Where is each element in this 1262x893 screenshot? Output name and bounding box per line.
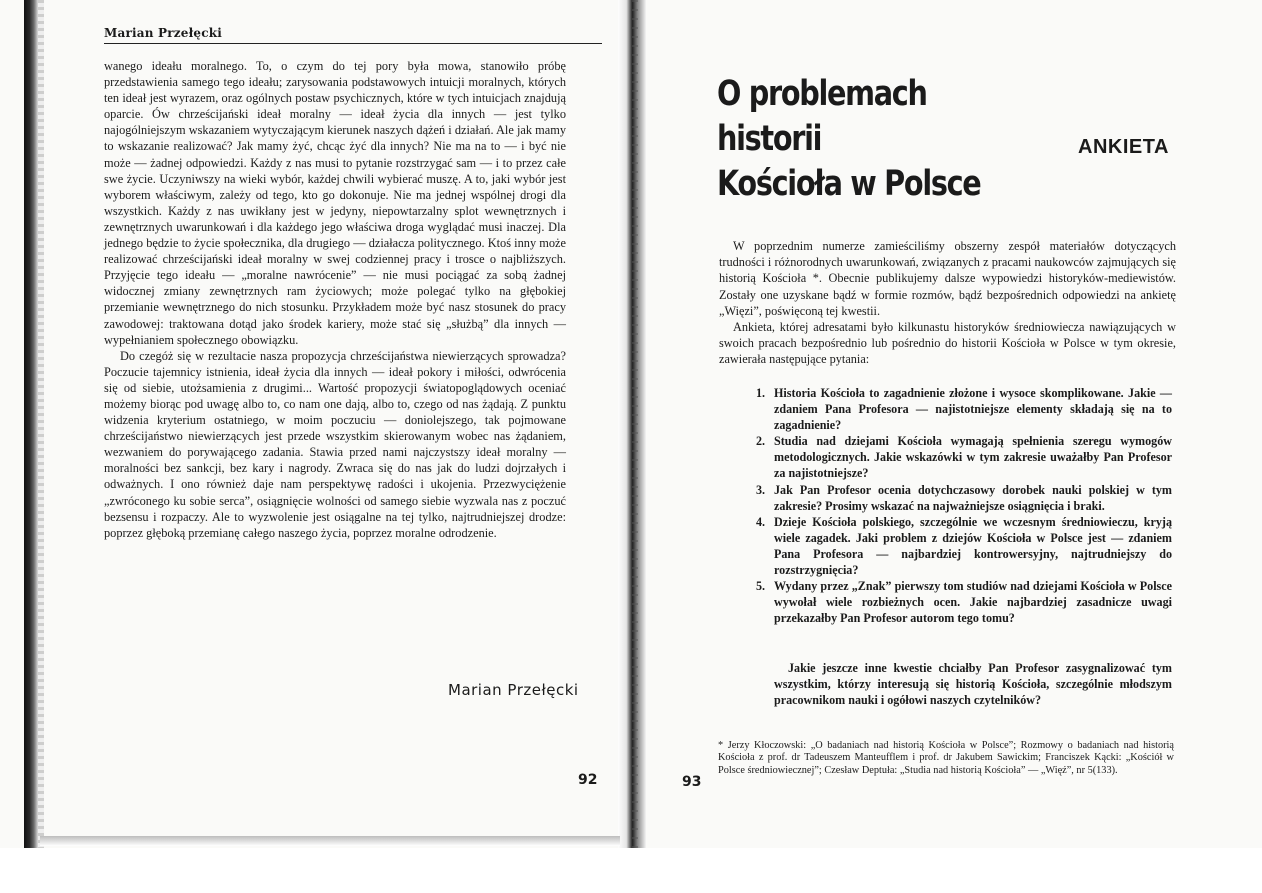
question-number: 5. [756,579,766,594]
body-paragraph: wanego ideału moralnego. To, o czym do tej pory była mowa, stanowiło próbę przedstawienia samego tego ideału; zarysowania podstawowych intuicji moralnych, których ten ideał jest wyrazem, oraz ogólnych postaw psychicznych, które w tych intuicjach znajdują oparcie. Ów chrześcijański ideał moralny — ideał życia dla innych — jest tylko najogólniejszym wskazaniem wytyczającym kierunek naszych dążeń i działań. Ale jak mamy to wskazanie realizować? Jak mamy żyć, chcąc żyć dla innych? Nie ma na to — i być nie może — żadnej odpowiedzi. Każdy z nas musi to pytanie rozstrzygać sam — i to przez całe swe życie. Uczyniwszy na wieki wybór, każdej chwili wybierać muszę. A to, jaki wybór jest wyborem właściwym, zależy od tego, kto go dokonuje. Nie ma jednej wspólnej drogi dla wszystkich. Każdy z nas uwikłany jest w jedyny, niepowtarzalny splot wewnętrznych i zewnętrznych uwarunkowań i dla każdego jego właściwa droga wyglądać musi inaczej. Dla jednego będzie to życie społecznika, dla drugiego — działacza politycznego. Ktoś inny może realizować chrześcijański ideał moralny w swej codziennej pracy i trosce o najbliższych. Przyjęcie tego ideału — „moralne nawrócenie” — nie musi pociągać za sobą żadnej widocznej zmiany zewnętrznych ram życiowych; może polegać tylko na głębokiej przemianie wewnętrznego do nich stosunku. Przykładem może być nasz stosunek do pracy zawodowej: traktowana dotąd jako środek kariery, może stać się „służbą” dla innych — wypełnianiem społecznego obowiązku. [104,59,566,347]
body-paragraph: Do czegóż się w rezultacie nasza propozycja chrześcijaństwa niewierzących sprowadza? Poczucie tajemnicy istnienia, ideał życia dla innych — ideał pokory i miłości, odwrócenia się od siebie, utożsamienia z drugimi... Wartość propozycji światopoglądowych oceniać możemy biorąc pod uwagę albo to, co nam one dają, albo to, czego od nas żądają. Z punktu widzenia kryterium ostatniego, w moim poczuciu — doniolejszego, tak pojmowane chrześcijaństwo niewierzących jest przede wszystkim skierowanym wobec nas żądaniem, wezwaniem do porywającego zadania. Stawia przed nami najczystszy ideał moralny — moralności bez sankcji, bez kary i nagrody. Zwraca się do nas jak do ludzi dojrzałych i odważnych. I ono również daje nam perspektywę radości i ukojenia. Przezwyciężenie „zwróconego ku sobie serca”, osiągnięcie wolności od samego siebie wyzwala nas z poczuć bezsensu i rozpaczy. Ale to wyzwolenie jest osiągalne na tej tylko, najtrudniejszej drodze: poprzez głęboką przemianę całego naszego życia, poprzez moralne odrodzenie. [104,348,566,540]
running-head: Marian Przełęcki [104,26,223,40]
question-number: 3. [756,482,766,497]
question-text: Historia Kościoła to zagadnienie złożone i wysoce skomplikowane. Jakie — zdaniem Pana Profesora — najistotniejsze elementy składają się na to zagadnienie? [774,386,1172,433]
question-number: 4. [756,514,766,529]
intro-paragraph: W poprzednim numerze zamieściliśmy obszerny zespół materiałów dotyczących trudności i różnorodnych uwarunkowań, związanych z pracami naukowców zajmujących się historią Kościoła *. Obecnie publikujemy dalsze wypowiedzi historyków-mediewistów. Zostały one uzyskane bądź w formie rozmów, bądź bezpośrednich odpowiedzi na ankietę „Więzi”, poświęconą tej kwestii. [719,239,1176,318]
section-label: ANKIETA [1078,136,1169,158]
left-body-text [104,58,566,541]
title-line: historii [717,119,822,159]
footnote: * Jerzy Kłoczowski: „O badaniach nad historią Kościoła w Polsce”; Rozmowy o badaniach nad historią Kościoła z prof. dr Tadeuszem Manteufflem i prof. dr Jakubem Sawickim; Franciszek Kącki: „Kościół w Polsce średniowiecznej”; Czesław Deptuła: „Studia nad historią Kościoła” — „Więź”, nr 5(133). [718,740,1174,776]
author-signature: Marian Przełęcki [448,681,579,699]
question-text: Dzieje Kościoła polskiego, szczególnie we wczesnym średniowieczu, kryją wiele zagadek. Jaki problem z dziejów Kościoła w Polsce jest — zdaniem Pana Profesora — najbardziej kontrowersyjny, najtrudniejszy do rozstrzygnięcia? [774,514,1172,578]
closing-question: Jakie jeszcze inne kwestie chciałby Pan Profesor zasygnalizować tym wszystkim, którzy interesują się historią Kościoła, szczególnie młodszym pracownikom nauki i ogółowi naszych czytelników? [774,661,1172,708]
title-line: O problemach [717,74,927,114]
list-item [756,482,1172,514]
article-title [717,72,980,207]
list-item [756,385,1172,433]
header-rule [104,43,602,44]
page-number-right: 93 [682,774,702,790]
list-item [756,514,1172,578]
question-text: Jak Pan Profesor ocenia dotychczasowy dorobek nauki polskiej w tym zakresie? Prosimy wskazać na najważniejsze osiągnięcia i braki. [774,482,1172,513]
page-bottom-shadow [40,836,620,846]
gutter-texture [632,0,638,893]
page-number-left: 92 [578,772,598,788]
scan-bottom-margin [0,848,1262,893]
question-number: 2. [756,434,766,449]
intro-paragraph: Ankieta, której adresatami było kilkunastu historyków średniowiecza nawiązujących w swoich pracach bezpośrednio lub pośrednio do historii Kościoła w Polsce w tym okresie, zawierała następujące pytania: [719,320,1176,367]
questionnaire-list [756,385,1172,626]
list-item [756,578,1172,626]
left-binding-texture [38,0,44,893]
list-item [756,433,1172,481]
question-text: Studia nad dziejami Kościoła wymagają spełnienia szeregu wymogów metodologicznych. Jakie wskazówki w tym zakresie uważałby Pan Profesor za najistotniejsze? [774,434,1172,481]
question-text: Wydany przez „Znak” pierwszy tom studiów nad dziejami Kościoła w Polsce wywołał wiele rozbieżnych ocen. Jakie najbardziej zasadnicze uwagi przekazałby Pan Profesor autorom tego tomu? [774,579,1172,626]
title-line: Kościoła w Polsce [717,164,981,204]
question-number: 1. [756,386,766,400]
left-binding-shadow [24,0,38,893]
intro-text [719,238,1176,368]
